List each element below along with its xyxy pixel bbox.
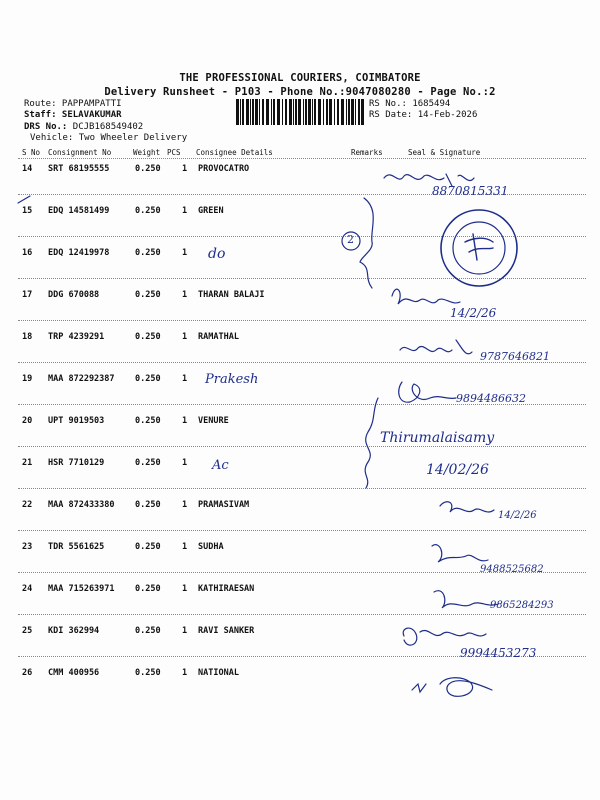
- row-divider: [18, 320, 586, 321]
- row-pcs: 1: [182, 416, 188, 426]
- row-weight: 0.250: [135, 500, 161, 510]
- hw-date-22: 14/2/26: [498, 510, 537, 521]
- row-consignment: TRP 4239291: [48, 332, 105, 342]
- barcode-bar: [246, 99, 249, 125]
- row-weight: 0.250: [135, 458, 161, 468]
- row-sno: 16: [22, 248, 33, 258]
- barcode-bar: [262, 99, 264, 125]
- staff-label: Staff: SELAVAKUMAR: [24, 110, 122, 120]
- barcode-bar: [242, 99, 244, 125]
- barcode-bar: [285, 99, 287, 125]
- table-row: [0, 290, 600, 310]
- hw-phone-24: 9865284293: [490, 600, 554, 611]
- rs-date: RS Date: 14-Feb-2026: [369, 110, 478, 120]
- row-consignment: TDR 5561625: [48, 542, 105, 552]
- row-sno: 20: [22, 416, 33, 426]
- table-row: [0, 458, 600, 478]
- row-consignment: HSR 7710129: [48, 458, 105, 468]
- row-sno: 25: [22, 626, 33, 636]
- row-consignee: PRAMASIVAM: [198, 500, 250, 510]
- row-pcs: 1: [182, 248, 188, 258]
- barcode-bar: [303, 99, 304, 125]
- row-pcs: 1: [182, 626, 188, 636]
- hw-date-21: 14/02/26: [426, 462, 489, 478]
- barcode-bar: [329, 99, 332, 125]
- row-weight: 0.250: [135, 416, 161, 426]
- rs-number: RS No.: 1685494: [369, 99, 451, 109]
- hw-phone-14: 8870815331: [432, 184, 509, 198]
- row-sno: 21: [22, 458, 33, 468]
- col-sno-header: S No: [22, 148, 41, 157]
- barcode-bar: [293, 99, 294, 125]
- barcode-bar: [271, 99, 272, 125]
- row-pcs: 1: [182, 668, 188, 678]
- row-pcs: 1: [182, 584, 188, 594]
- row-consignment: EDQ 12419978: [48, 248, 110, 258]
- barcode-bar: [236, 99, 239, 125]
- row-divider: [18, 278, 586, 279]
- row-consignment: KDI 362994: [48, 626, 100, 636]
- hw-name-20: Thirumalaisamy: [380, 430, 495, 446]
- drs-value: DCJB168549402: [72, 122, 144, 132]
- barcode-bar: [348, 99, 350, 125]
- drs-number: [24, 122, 143, 133]
- row-consignee: KATHIRAESAN: [198, 584, 255, 594]
- row-consignee: SUDHA: [198, 542, 224, 552]
- barcode-bar: [255, 99, 258, 125]
- row-consignee: NATIONAL: [198, 668, 239, 678]
- row-pcs: 1: [182, 164, 188, 174]
- barcode-bar: [240, 99, 241, 125]
- barcode-bar: [282, 99, 283, 125]
- row-weight: 0.250: [135, 164, 161, 174]
- row-consignee: THARAN BALAJI: [198, 290, 265, 300]
- table-row: [0, 248, 600, 268]
- row-weight: 0.250: [135, 584, 161, 594]
- row-sno: 15: [22, 206, 33, 216]
- barcode-bar: [273, 99, 275, 125]
- row-sno: 14: [22, 164, 33, 174]
- row-weight: 0.250: [135, 206, 161, 216]
- row-consignee: PROVOCATRO: [198, 164, 250, 174]
- row-consignee: RAMATHAL: [198, 332, 239, 342]
- col-consignee-header: Consignee Details: [196, 148, 273, 157]
- row-consignment: MAA 872433380: [48, 500, 115, 510]
- row-weight: 0.250: [135, 374, 161, 384]
- table-row: [0, 374, 600, 394]
- row-divider: [18, 446, 586, 447]
- barcode-bar: [341, 99, 344, 125]
- hw-phone-19: 9894486632: [456, 392, 526, 405]
- barcode-bar: [305, 99, 307, 125]
- barcode-bar: [295, 99, 297, 125]
- barcode-bar: [358, 99, 360, 125]
- barcode-bar: [289, 99, 292, 125]
- row-divider: [18, 614, 586, 615]
- row-consignment: EDQ 14581499: [48, 206, 110, 216]
- barcode-bar: [351, 99, 354, 125]
- col-remarks-header: Remarks: [351, 148, 383, 157]
- row-weight: 0.250: [135, 248, 161, 258]
- barcode-bar: [277, 99, 280, 125]
- row-consignment: MAA 715263971: [48, 584, 115, 594]
- row-consignment: UPT 9019503: [48, 416, 105, 426]
- runsheet-title: Delivery Runsheet - P103 - Phone No.:9047080280 - Page No.:2: [104, 86, 496, 98]
- barcode-bar: [308, 99, 311, 125]
- table-row: [0, 332, 600, 352]
- barcode-bar: [355, 99, 356, 125]
- table-row: [0, 164, 600, 184]
- row-pcs: 1: [182, 206, 188, 216]
- barcode-bar: [346, 99, 347, 125]
- hw-date-17: 14/2/26: [450, 306, 497, 320]
- hw-remark-15: 2: [347, 233, 354, 246]
- row-consignee: RAVI SANKER: [198, 626, 255, 636]
- row-consignment: CMM 400956: [48, 668, 100, 678]
- row-sno: 26: [22, 668, 33, 678]
- row-weight: 0.250: [135, 668, 161, 678]
- row-pcs: 1: [182, 458, 188, 468]
- barcode-bar: [250, 99, 251, 125]
- barcode-bar: [326, 99, 328, 125]
- hw-phone-25: 9994453273: [460, 646, 537, 660]
- hw-consignee-21: Ac: [212, 458, 229, 473]
- route-label: Route: PAPPAMPATTI: [24, 99, 122, 109]
- company-title: THE PROFESSIONAL COURIERS, COIMBATORE: [179, 72, 421, 84]
- table-row: [0, 206, 600, 226]
- row-sno: 24: [22, 584, 33, 594]
- hw-phone-23: 9488525682: [480, 564, 544, 575]
- barcode-bar: [337, 99, 339, 125]
- row-consignment: SRT 68195555: [48, 164, 110, 174]
- row-sno: 17: [22, 290, 33, 300]
- row-weight: 0.250: [135, 332, 161, 342]
- row-pcs: 1: [182, 500, 188, 510]
- row-weight: 0.250: [135, 542, 161, 552]
- hw-phone-18: 9787646821: [480, 350, 550, 363]
- row-divider: [18, 236, 586, 237]
- row-weight: 0.250: [135, 290, 161, 300]
- barcode-bar: [323, 99, 324, 125]
- table-row: [0, 668, 600, 688]
- barcode-bar: [314, 99, 316, 125]
- row-pcs: 1: [182, 542, 188, 552]
- row-pcs: 1: [182, 374, 188, 384]
- row-consignment: MAA 872292387: [48, 374, 115, 384]
- row-sno: 18: [22, 332, 33, 342]
- barcode-bar: [266, 99, 269, 125]
- barcode-bar: [298, 99, 301, 125]
- table-row: [0, 626, 600, 646]
- row-sno: 19: [22, 374, 33, 384]
- barcode-bar: [252, 99, 254, 125]
- barcode-bar: [318, 99, 321, 125]
- col-seal-header: Seal & Signature: [408, 148, 481, 157]
- row-pcs: 1: [182, 290, 188, 300]
- drs-label: DRS No.:: [24, 122, 68, 132]
- col-pcs-header: PCS: [167, 148, 181, 157]
- row-consignee: GREEN: [198, 206, 224, 216]
- row-divider: [18, 488, 586, 489]
- row-weight: 0.250: [135, 626, 161, 636]
- barcode-bar: [361, 99, 364, 125]
- hw-consignee-16: do: [208, 246, 226, 262]
- table-row: [0, 416, 600, 436]
- barcode-bar: [259, 99, 260, 125]
- hw-consignee-19: Prakesh: [205, 372, 259, 387]
- row-pcs: 1: [182, 332, 188, 342]
- row-sno: 22: [22, 500, 33, 510]
- col-consignment-header: Consignment No: [48, 148, 112, 157]
- margin-tick-mark: [18, 196, 30, 203]
- barcode-image: [236, 99, 364, 125]
- row-consignment: DDG 670088: [48, 290, 100, 300]
- row-sno: 23: [22, 542, 33, 552]
- col-weight-header: Weight: [133, 148, 161, 157]
- table-row: [0, 542, 600, 562]
- row-consignee: VENURE: [198, 416, 229, 426]
- barcode-bar: [312, 99, 313, 125]
- header-divider: [18, 158, 586, 159]
- barcode-bar: [334, 99, 335, 125]
- vehicle-label: Vehicle: Two Wheeler Delivery: [30, 133, 188, 143]
- row-divider: [18, 530, 586, 531]
